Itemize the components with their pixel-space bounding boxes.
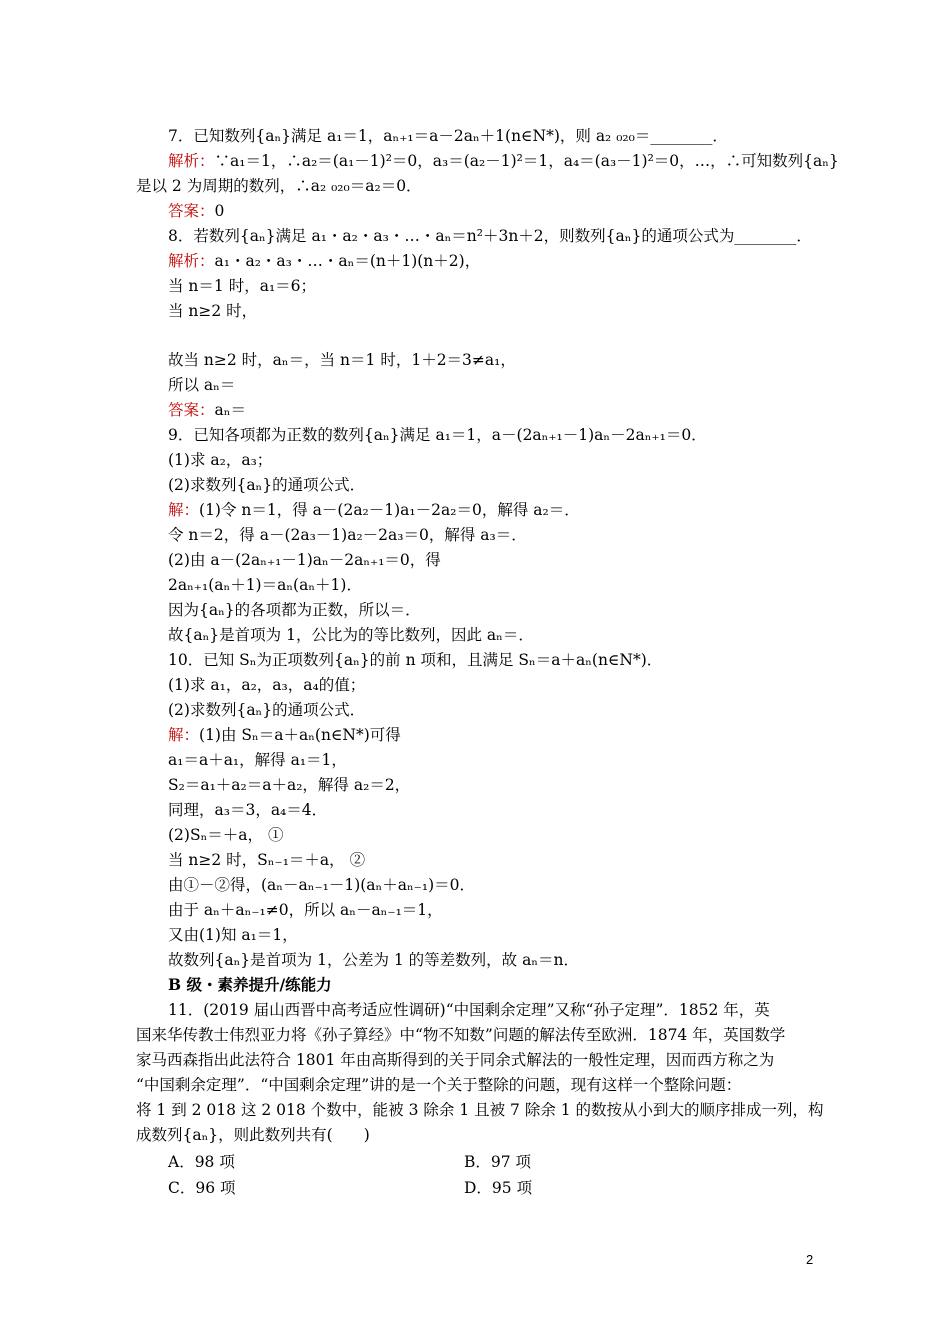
page-number: 2	[806, 1252, 814, 1267]
label-prefix: 解析：	[168, 152, 215, 170]
section-heading-b: B 级・素养提升/练能力	[168, 975, 332, 994]
q10-part2: (2)求数列{aₙ}的通项公式．	[168, 701, 366, 719]
q10-solution: 解：(1)由 Sₙ＝a＋aₙ(n∈N*)可得	[168, 726, 401, 744]
q11-stem-cont: “中国剩余定理”．“中国剩余定理”讲的是一个关于整除的问题，现有这样一个整除问题：	[136, 1076, 742, 1094]
q9-line: (2)由 a－(2aₙ₊₁－1)aₙ－2aₙ₊₁＝0，得	[168, 551, 441, 569]
q11-stem-cont: 国来华传教士伟烈亚力将《孙子算经》中“物不知数”问题的解法传至欧洲．1874 年，英国数学	[136, 1026, 786, 1044]
q11-stem: 11．(2019 届山西晋中高考适应性调研)“中国剩余定理”又称“孙子定理”．1852 年，英	[168, 1001, 770, 1019]
q11-option-b: B．97 项	[464, 1153, 532, 1171]
q10-line: 当 n≥2 时，Sₙ₋₁＝＋a， ②	[168, 851, 366, 869]
q10-line: S₂＝a₁＋a₂＝a＋a₂，解得 a₂＝2，	[168, 776, 411, 794]
q11-option-a: A．98 项	[168, 1153, 235, 1171]
q8-line: 所以 aₙ＝	[168, 376, 236, 394]
label-prefix: 答案：	[168, 401, 215, 419]
q9-stem: 9．已知各项都为正数的数列{aₙ}满足 a₁＝1，a－(2aₙ₊₁－1)aₙ－2aₙ₊₁＝0．	[168, 426, 707, 444]
q8-line: 故当 n≥2 时，aₙ＝，当 n＝1 时，1＋2＝3≠a₁，	[168, 351, 516, 369]
q8-line: 当 n＝1 时，a₁＝6；	[168, 277, 317, 295]
label-prefix: 解：	[168, 501, 200, 519]
q9-solution: 解：(1)令 n＝1，得 a－(2a₂－1)a₁－2a₂＝0，解得 a₂＝．	[168, 501, 580, 519]
q10-stem: 10．已知 Sₙ为正项数列{aₙ}的前 n 项和，且满足 Sₙ＝a＋aₙ(n∈N*)．	[168, 651, 663, 669]
q9-line: 因为{aₙ}的各项都为正数，所以＝．	[168, 601, 421, 619]
q7-analysis: 解析：∵a₁＝1，∴a₂＝(a₁－1)²＝0，a₃＝(a₂－1)²＝1，a₄＝(a₃－1)²＝0，…，∴可知数列{aₙ}	[168, 152, 839, 170]
q11-stem-cont: 家马西森指出此法符合 1801 年由高斯得到的关于同余式解法的一般性定理，因而西方称之为	[136, 1051, 775, 1069]
q9-line: 2aₙ₊₁(aₙ＋1)＝aₙ(aₙ＋1)．	[168, 576, 362, 594]
q10-line: (2)Sₙ＝＋a， ①	[168, 826, 284, 844]
q9-part2: (2)求数列{aₙ}的通项公式．	[168, 476, 366, 494]
q10-line: a₁＝a＋a₁，解得 a₁＝1，	[168, 751, 347, 769]
q7-stem: 7．已知数列{aₙ}满足 a₁＝1，aₙ₊₁＝a－2aₙ＋1(n∈N*)，则 a₂ ₀₂₀＝________．	[168, 127, 728, 145]
q10-line: 故数列{aₙ}是首项为 1，公差为 1 的等差数列，故 aₙ＝n．	[168, 951, 580, 969]
q11-option-c: C．96 项	[168, 1179, 236, 1197]
q7-answer: 答案：0	[168, 202, 225, 220]
q11-option-d: D．95 项	[464, 1179, 533, 1197]
q7-analysis-cont: 是以 2 为周期的数列，∴a₂ ₀₂₀＝a₂＝0．	[136, 177, 422, 195]
q9-part1: (1)求 a₂，a₃；	[168, 451, 273, 469]
label-prefix: 答案：	[168, 202, 215, 220]
q10-line: 由于 aₙ＋aₙ₋₁≠0，所以 aₙ－aₙ₋₁＝1，	[168, 901, 443, 919]
q10-part1: (1)求 a₁，a₂，a₃，a₄的值；	[168, 676, 366, 694]
q8-line: 当 n≥2 时，	[168, 302, 258, 320]
q8-answer: 答案：aₙ＝	[168, 401, 246, 419]
q9-line: 故{aₙ}是首项为 1，公比为的等比数列，因此 aₙ＝．	[168, 626, 534, 644]
q10-line: 由①－②得，(aₙ－aₙ₋₁－1)(aₙ＋aₙ₋₁)＝0．	[168, 876, 475, 894]
q9-line: 令 n＝2，得 a－(2a₃－1)a₂－2a₃＝0，解得 a₃＝．	[168, 526, 527, 544]
q8-analysis: 解析：a₁・a₂・a₃・…・aₙ＝(n＋1)(n＋2)，	[168, 252, 481, 270]
q8-stem: 8．若数列{aₙ}满足 a₁・a₂・a₃・…・aₙ＝n²＋3n＋2，则数列{aₙ}的通项公式为________．	[168, 227, 812, 245]
label-prefix: 解析：	[168, 252, 215, 270]
q11-stem-cont: 将 1 到 2 018 这 2 018 个数中，能被 3 除余 1 且被 7 除余 1 的数按从小到大的顺序排成一列，构	[136, 1101, 824, 1119]
label-prefix: 解：	[168, 726, 200, 744]
q10-line: 同理，a₃＝3，a₄＝4．	[168, 801, 328, 819]
q11-stem-cont: 成数列{aₙ}，则此数列共有( )	[136, 1126, 370, 1144]
q10-line: 又由(1)知 a₁＝1，	[168, 926, 298, 944]
